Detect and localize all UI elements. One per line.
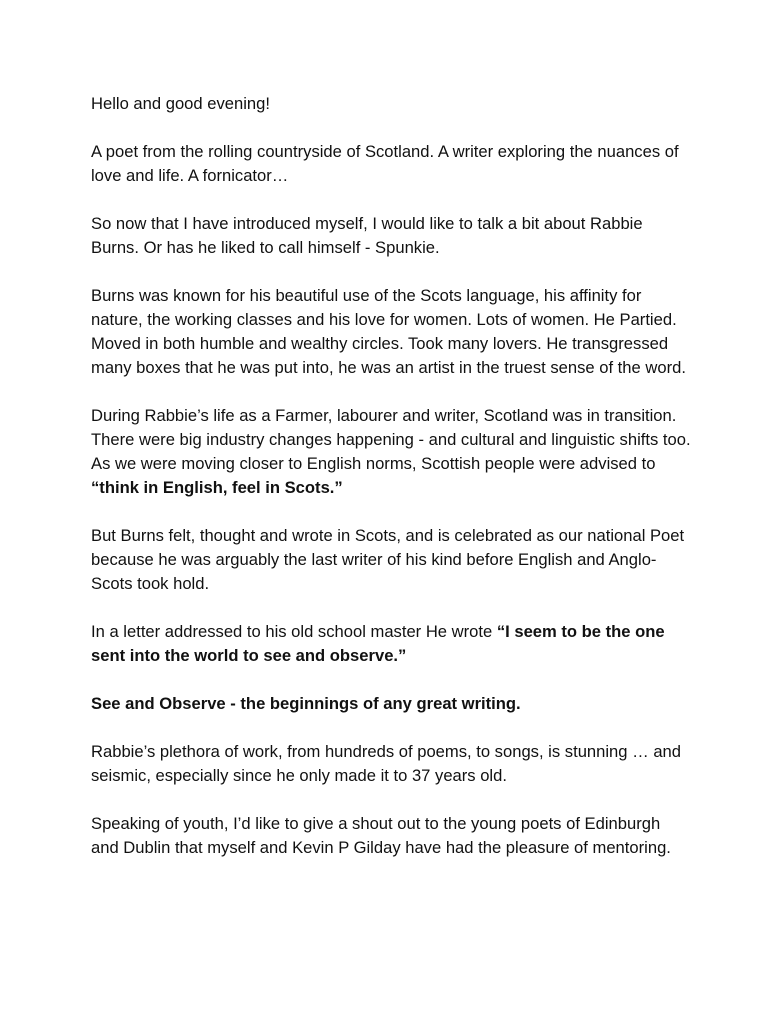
paragraph-self-intro	[91, 212, 691, 260]
document-page	[91, 92, 691, 884]
paragraph-text: So now that I have introduced myself, I would like to talk a bit about Rabbie Burns. Or has he liked to call himself - Spunkie.	[91, 214, 643, 257]
paragraph-text: A poet from the rolling countryside of Scotland. A writer exploring the nuances of love and life. A fornicator…	[91, 142, 679, 185]
paragraph-letter-quote	[91, 620, 691, 668]
paragraph-greeting	[91, 92, 691, 116]
paragraph-plethora-of-work	[91, 740, 691, 788]
paragraph-poet-intro	[91, 140, 691, 188]
paragraph-text: In a letter addressed to his old school master He wrote	[91, 622, 497, 641]
paragraph-scotland-transition	[91, 404, 691, 500]
paragraph-youth-shoutout	[91, 812, 691, 860]
paragraph-national-poet	[91, 524, 691, 596]
paragraph-see-and-observe	[91, 692, 691, 716]
paragraph-text: Rabbie’s plethora of work, from hundreds of poems, to songs, is stunning … and seismic, especially since he only made it to 37 years old.	[91, 742, 682, 785]
paragraph-bold-quote: “I seem to be the one sent into the world to see and observe.”	[91, 622, 665, 665]
paragraph-burns-known-for	[91, 284, 691, 380]
paragraph-text: Hello and good evening!	[91, 94, 270, 113]
paragraph-text: But Burns felt, thought and wrote in Scots, and is celebrated as our national Poet because he was arguably the last writer of his kind before English and Anglo-Scots took hold.	[91, 526, 685, 593]
paragraph-text: During Rabbie’s life as a Farmer, labourer and writer, Scotland was in transition. There were big industry changes happening - and cultural and linguistic shifts too. As we were moving closer to English norms, Scottish people were advised to	[91, 406, 691, 473]
paragraph-bold-statement: See and Observe - the beginnings of any great writing.	[91, 694, 521, 713]
paragraph-bold-quote: “think in English, feel in Scots.”	[91, 478, 343, 497]
paragraph-text: Burns was known for his beautiful use of the Scots language, his affinity for nature, the working classes and his love for women. Lots of women. He Partied. Moved in both humble and wealthy circles. Took many lovers. He transgressed many boxes that he was put into, he was an artist in the truest sense of the word.	[91, 286, 686, 377]
paragraph-text: Speaking of youth, I’d like to give a shout out to the young poets of Edinburgh and Dublin that myself and Kevin P Gilday have had the pleasure of mentoring.	[91, 814, 671, 857]
